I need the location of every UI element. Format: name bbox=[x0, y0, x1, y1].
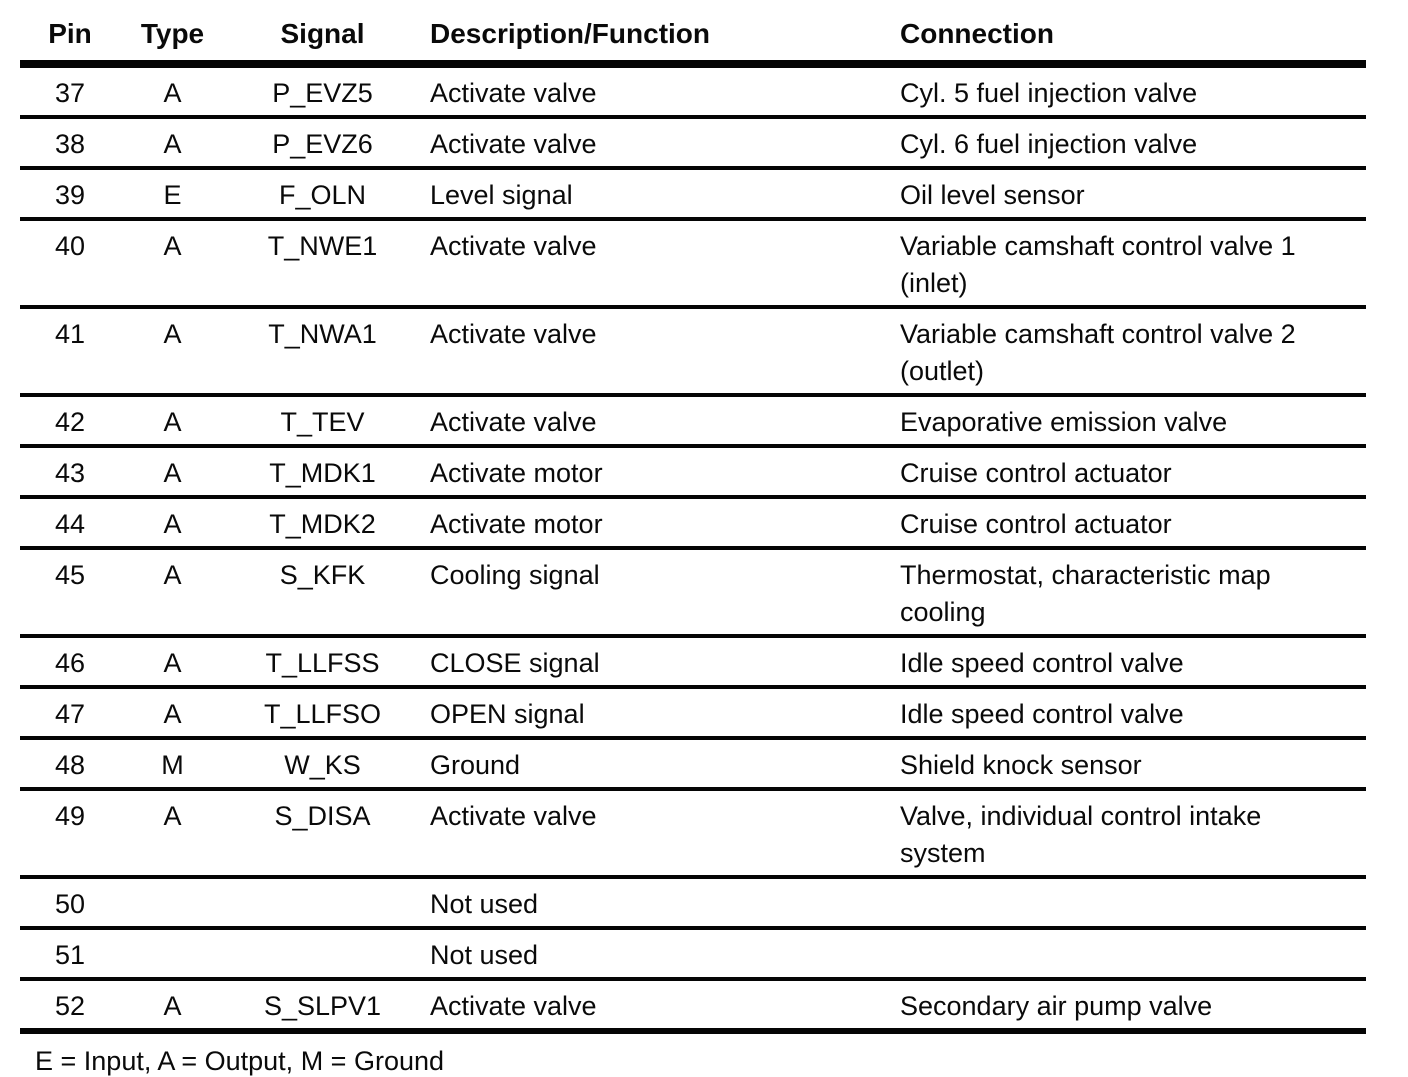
description-cell: Not used bbox=[420, 877, 880, 928]
signal-cell: T_NWE1 bbox=[225, 219, 420, 307]
description-cell: Activate valve bbox=[420, 979, 880, 1031]
table-row bbox=[20, 117, 1366, 168]
connection-cell: Cruise control actuator bbox=[880, 446, 1366, 497]
pin-cell: 39 bbox=[20, 168, 120, 219]
pin-cell: 38 bbox=[20, 117, 120, 168]
type-cell: A bbox=[120, 687, 225, 738]
pin-cell: 51 bbox=[20, 928, 120, 979]
type-cell bbox=[120, 877, 225, 928]
pin-cell: 42 bbox=[20, 395, 120, 446]
table-row bbox=[20, 64, 1366, 117]
table-row bbox=[20, 548, 1366, 636]
type-cell: A bbox=[120, 497, 225, 548]
description-cell: Activate valve bbox=[420, 307, 880, 395]
signal-cell: T_NWA1 bbox=[225, 307, 420, 395]
description-cell: OPEN signal bbox=[420, 687, 880, 738]
pin-cell: 46 bbox=[20, 636, 120, 687]
pin-cell: 49 bbox=[20, 789, 120, 877]
type-cell: M bbox=[120, 738, 225, 789]
type-cell: A bbox=[120, 636, 225, 687]
signal-cell: S_KFK bbox=[225, 548, 420, 636]
connection-cell: Variable camshaft control valve 1 (inlet) bbox=[880, 219, 1366, 307]
connection-cell: Idle speed control valve bbox=[880, 636, 1366, 687]
column-header-type: Type bbox=[120, 10, 225, 64]
column-header-connection: Connection bbox=[880, 10, 1366, 64]
table-row bbox=[20, 789, 1366, 877]
table-row bbox=[20, 877, 1366, 928]
signal-cell: S_DISA bbox=[225, 789, 420, 877]
column-header-description: Description/Function bbox=[420, 10, 880, 64]
connection-cell bbox=[880, 928, 1366, 979]
signal-cell bbox=[225, 928, 420, 979]
signal-cell: T_MDK1 bbox=[225, 446, 420, 497]
connection-cell: Secondary air pump valve bbox=[880, 979, 1366, 1031]
type-cell: A bbox=[120, 219, 225, 307]
pin-cell: 47 bbox=[20, 687, 120, 738]
ecu-pinout-table bbox=[20, 10, 1366, 1034]
type-cell bbox=[120, 928, 225, 979]
connection-cell: Evaporative emission valve bbox=[880, 395, 1366, 446]
description-cell: Ground bbox=[420, 738, 880, 789]
signal-cell: T_TEV bbox=[225, 395, 420, 446]
signal-cell: W_KS bbox=[225, 738, 420, 789]
connection-cell bbox=[880, 877, 1366, 928]
table-row bbox=[20, 497, 1366, 548]
connection-cell: Cyl. 6 fuel injection valve bbox=[880, 117, 1366, 168]
table-body bbox=[20, 64, 1366, 1031]
type-cell: A bbox=[120, 548, 225, 636]
pin-cell: 37 bbox=[20, 64, 120, 117]
legend-text: E = Input, A = Output, M = Ground bbox=[35, 1046, 445, 1076]
type-cell: A bbox=[120, 64, 225, 117]
description-cell: CLOSE signal bbox=[420, 636, 880, 687]
table-row bbox=[20, 307, 1366, 395]
table-row bbox=[20, 219, 1366, 307]
pin-cell: 44 bbox=[20, 497, 120, 548]
type-cell: A bbox=[120, 395, 225, 446]
signal-cell: S_SLPV1 bbox=[225, 979, 420, 1031]
signal-cell: P_EVZ6 bbox=[225, 117, 420, 168]
column-header-signal: Signal bbox=[225, 10, 420, 64]
type-cell: A bbox=[120, 117, 225, 168]
connection-cell: Cruise control actuator bbox=[880, 497, 1366, 548]
signal-cell: T_MDK2 bbox=[225, 497, 420, 548]
pin-cell: 52 bbox=[20, 979, 120, 1031]
type-cell: A bbox=[120, 446, 225, 497]
description-cell: Activate valve bbox=[420, 219, 880, 307]
pin-cell: 48 bbox=[20, 738, 120, 789]
description-cell: Activate valve bbox=[420, 117, 880, 168]
description-cell: Activate valve bbox=[420, 64, 880, 117]
description-cell: Not used bbox=[420, 928, 880, 979]
column-header-pin: Pin bbox=[20, 10, 120, 64]
signal-cell: F_OLN bbox=[225, 168, 420, 219]
connection-cell: Cyl. 5 fuel injection valve bbox=[880, 64, 1366, 117]
signal-cell bbox=[225, 877, 420, 928]
table-row bbox=[20, 395, 1366, 446]
table-row bbox=[20, 738, 1366, 789]
type-cell: A bbox=[120, 307, 225, 395]
pin-cell: 45 bbox=[20, 548, 120, 636]
description-cell: Level signal bbox=[420, 168, 880, 219]
connection-cell: Valve, individual control intake system bbox=[880, 789, 1366, 877]
table-row bbox=[20, 446, 1366, 497]
pin-cell: 50 bbox=[20, 877, 120, 928]
connection-cell: Oil level sensor bbox=[880, 168, 1366, 219]
signal-cell: T_LLFSO bbox=[225, 687, 420, 738]
description-cell: Activate valve bbox=[420, 789, 880, 877]
table-row bbox=[20, 168, 1366, 219]
description-cell: Activate motor bbox=[420, 446, 880, 497]
connection-cell: Thermostat, characteristic map cooling bbox=[880, 548, 1366, 636]
table-row bbox=[20, 687, 1366, 738]
table-row bbox=[20, 979, 1366, 1031]
connection-cell: Shield knock sensor bbox=[880, 738, 1366, 789]
signal-cell: P_EVZ5 bbox=[225, 64, 420, 117]
connection-cell: Variable camshaft control valve 2 (outlet) bbox=[880, 307, 1366, 395]
signal-cell: T_LLFSS bbox=[225, 636, 420, 687]
table-row bbox=[20, 636, 1366, 687]
pin-cell: 43 bbox=[20, 446, 120, 497]
pin-cell: 41 bbox=[20, 307, 120, 395]
pin-cell: 40 bbox=[20, 219, 120, 307]
type-cell: E bbox=[120, 168, 225, 219]
type-cell: A bbox=[120, 789, 225, 877]
description-cell: Activate motor bbox=[420, 497, 880, 548]
type-cell: A bbox=[120, 979, 225, 1031]
table-row bbox=[20, 928, 1366, 979]
description-cell: Activate valve bbox=[420, 395, 880, 446]
description-cell: Cooling signal bbox=[420, 548, 880, 636]
table-header-row bbox=[20, 10, 1366, 64]
connection-cell: Idle speed control valve bbox=[880, 687, 1366, 738]
